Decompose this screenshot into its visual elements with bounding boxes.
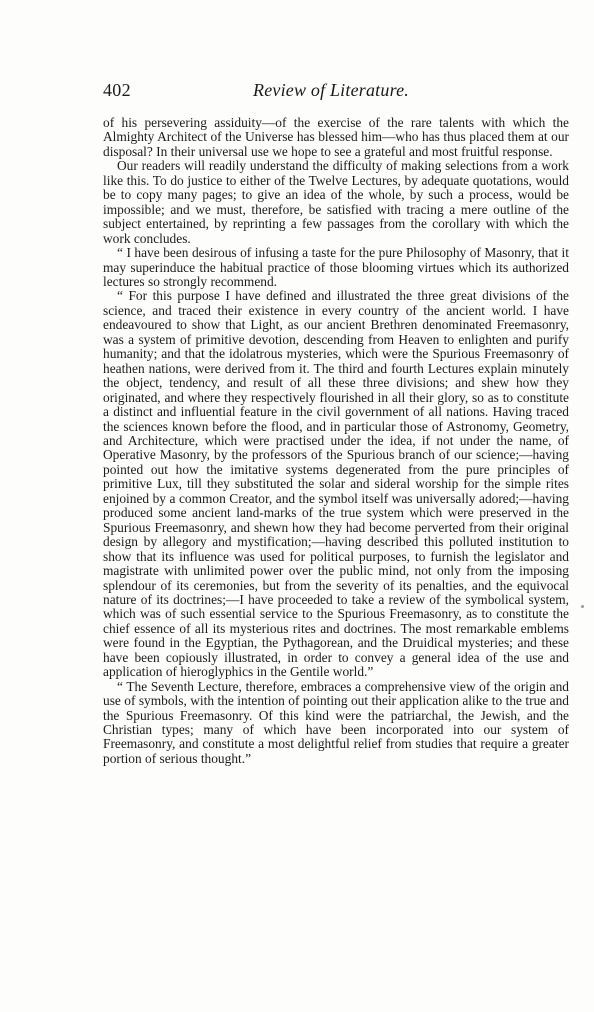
body-text bbox=[103, 116, 569, 766]
paragraph: “ For this purpose I have defined and illustrated the three great divisions of the science, and traced their existence in every country of the ancient world. I have endeavoured to show that Light, as our ancient Brethren denominated Freemasonry, was a system of primitive devotion, descending from Heaven to enlighten and purify humanity; and that the idolatrous mysteries, which were the Spurious Freemasonry of heathen nations, were derived from it. The third and fourth Lectures explain minutely the object, tendency, and result of all these three divisions; and shew how they originated, and where they respectively flourished in all their glory, so as to constitute a distinct and influential feature in the civil government of all nations. Having traced the sciences known before the flood, and in particular those of Astronomy, Geometry, and Architecture, which were practised under the idea, if not under the name, of Operative Masonry, by the professors of the Spurious branch of our science;—having pointed out how the imitative systems degenerated from the pure principles of primitive Lux, till they substituted the solar and sideral worship for the simple rites enjoined by a common Creator, and the symbol itself was universally adored;—having produced some ancient land-marks of the true system which were preserved in the Spurious Freemasonry, and shewn how they had become perverted from their original design by allegory and mystification;—having described this polluted institution to show that its influence was used for political purposes, to furnish the legislator and magistrate with unlimited power over the public mind, not only from the imposing splendour of its ceremonies, but from the severity of its penalties, and the equivocal nature of its doctrines;—I have proceeded to take a review of the symbolical system, which was of such essential service to the Spurious Freemasonry, as to constitute the chief essence of all its mysterious rites and doctrines. The most remarkable emblems were found in the Egyptian, the Pythagorean, and the Druidical mysteries; and these have been copiously illustrated, in order to convey a general idea of the use and application of hieroglyphics in the Gentile world.” bbox=[103, 288, 569, 680]
paragraph: “ I have been desirous of infusing a taste for the pure Philosophy of Masonry, that it may superinduce the habitual practice of those blooming virtues which its authorized lectures so strongly recommend. bbox=[103, 245, 569, 289]
page-number: 402 bbox=[103, 80, 131, 100]
paragraph: “ The Seventh Lecture, therefore, embraces a comprehensive view of the origin and use of symbols, with the intention of pointing out their application alike to the true and the Spurious Freemasonry. Of this kind were the patriarchal, the Jewish, and the Christian types; many of which have been incorporated into our system of Freemasonry, and constitute a most delightful relief from studies that require a greater portion of serious thought.” bbox=[103, 678, 569, 766]
margin-mark bbox=[581, 605, 584, 608]
paragraph: Our readers will readily understand the difficulty of making selections from a work like this. To do justice to either of the Twelve Lectures, by adequate quotations, would be to copy many pages; to give an idea of the whole, by such a process, would be impossible; and we must, therefore, be satisfied with tracing a mere outline of the subject entertained, by reprinting a few passages from the corollary with which the work concludes. bbox=[103, 158, 569, 246]
page-header bbox=[103, 80, 569, 102]
running-title: Review of Literature. bbox=[253, 80, 410, 100]
paragraph: of his persevering assiduity—of the exercise of the rare talents with which the Almighty Architect of the Universe has blessed him—who has thus placed them at our disposal? In their universal use we hope to see a grateful and most fruitful response. bbox=[103, 115, 569, 159]
